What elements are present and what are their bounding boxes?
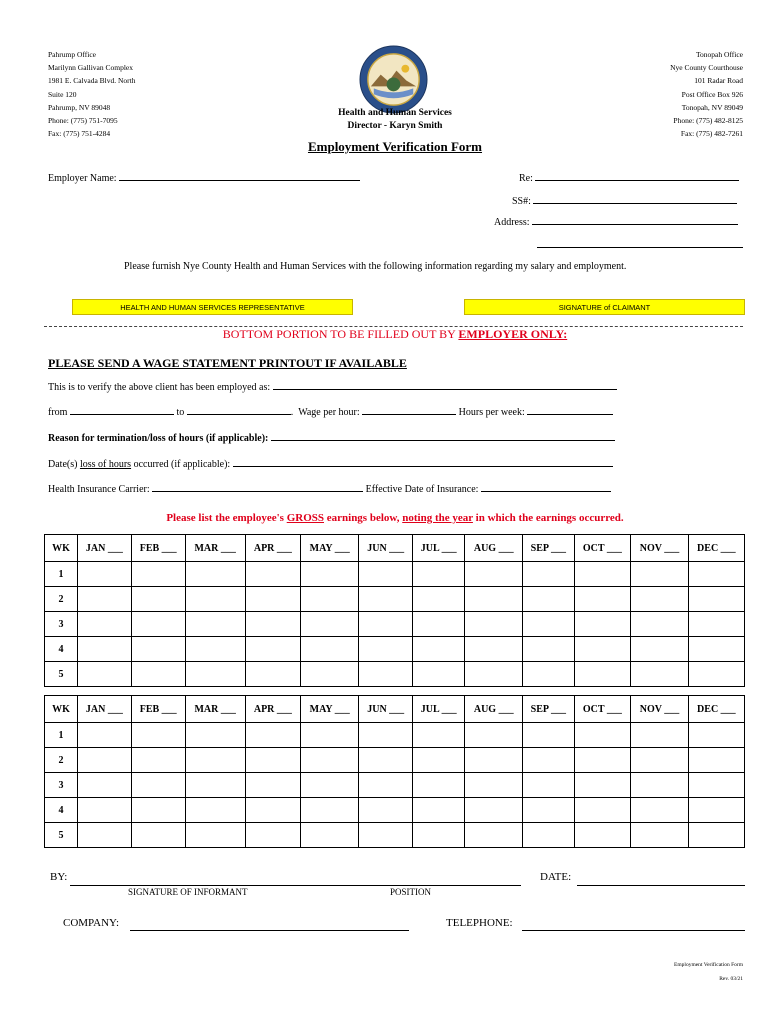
earnings-cell[interactable]	[359, 637, 413, 662]
earnings-cell[interactable]	[574, 587, 631, 612]
earnings-cell[interactable]	[631, 587, 688, 612]
table-row	[45, 587, 745, 612]
re-label: Re:	[519, 173, 533, 184]
loss-of-hours-field[interactable]	[48, 457, 613, 470]
earnings-cell[interactable]	[688, 587, 744, 612]
address-line: 1981 E. Calvada Blvd. North	[48, 76, 136, 86]
month-header: OCT ___	[574, 535, 631, 562]
month-header: AUG ___	[465, 535, 523, 562]
month-header: AUG ___	[465, 696, 523, 723]
earnings-cell[interactable]	[574, 562, 631, 587]
table-row	[45, 798, 745, 823]
employed-as-blank[interactable]	[273, 380, 617, 390]
earnings-cell[interactable]	[688, 748, 744, 773]
earnings-cell[interactable]	[465, 612, 523, 637]
earnings-cell[interactable]	[78, 798, 132, 823]
earnings-cell[interactable]	[185, 823, 245, 848]
to-date-blank[interactable]	[187, 405, 291, 415]
employer-name-blank[interactable]	[119, 171, 360, 181]
telephone-label: TELEPHONE:	[446, 917, 513, 929]
address-line: Pahrump Office	[48, 50, 96, 59]
hours-blank[interactable]	[527, 405, 613, 415]
address-line: Nye County Courthouse	[670, 63, 743, 73]
earnings-cell[interactable]	[78, 637, 132, 662]
earnings-cell[interactable]	[131, 662, 185, 687]
month-header: SEP ___	[523, 696, 574, 723]
table-row	[45, 637, 745, 662]
address-label: Address:	[494, 217, 530, 228]
earnings-cell[interactable]	[413, 612, 465, 637]
hours-label: Hours per week:	[458, 407, 525, 418]
month-header: JAN ___	[78, 535, 132, 562]
termination-field[interactable]	[48, 431, 615, 444]
month-header: JUN ___	[359, 535, 413, 562]
address-line-2[interactable]	[537, 238, 743, 251]
gross-note-year: noting the year	[402, 512, 473, 524]
earnings-cell[interactable]	[688, 662, 744, 687]
earnings-cell[interactable]	[78, 823, 132, 848]
week-number: 5	[45, 662, 78, 687]
earnings-cell[interactable]	[245, 612, 300, 637]
earnings-table-body-2	[45, 696, 745, 848]
earnings-cell[interactable]	[688, 562, 744, 587]
earnings-cell[interactable]	[688, 798, 744, 823]
gross-earnings-instruction	[0, 512, 770, 524]
hhs-representative-box[interactable]: HEALTH AND HUMAN SERVICES REPRESENTATIVE	[72, 299, 353, 315]
earnings-cell[interactable]	[523, 587, 574, 612]
week-number: 5	[45, 823, 78, 848]
earnings-cell[interactable]	[131, 723, 185, 748]
earnings-cell[interactable]	[523, 637, 574, 662]
table-row	[45, 823, 745, 848]
earnings-cell[interactable]	[631, 773, 688, 798]
earnings-cell[interactable]	[574, 798, 631, 823]
insurance-carrier-blank[interactable]	[152, 482, 363, 492]
earnings-cell[interactable]	[413, 823, 465, 848]
month-header: FEB ___	[131, 696, 185, 723]
earnings-cell[interactable]	[245, 637, 300, 662]
earnings-table-body-1	[45, 535, 745, 687]
re-field[interactable]	[519, 171, 739, 184]
earnings-cell[interactable]	[688, 637, 744, 662]
earnings-cell[interactable]	[185, 662, 245, 687]
earnings-cell[interactable]	[413, 748, 465, 773]
month-header: OCT ___	[574, 696, 631, 723]
position-label: POSITION	[390, 887, 432, 897]
earnings-cell[interactable]	[78, 612, 132, 637]
employed-as-field[interactable]	[48, 380, 617, 393]
earnings-cell[interactable]	[631, 662, 688, 687]
month-header: MAY ___	[301, 535, 359, 562]
earnings-cell[interactable]	[131, 823, 185, 848]
department-name: Health and Human Services	[338, 108, 452, 118]
table-header-row	[45, 535, 745, 562]
earnings-cell[interactable]	[245, 723, 300, 748]
informant-signature-label: SIGNATURE OF INFORMANT	[128, 887, 248, 897]
earnings-cell[interactable]	[359, 562, 413, 587]
footer-revision: Rev. 03/21	[719, 976, 743, 982]
earnings-cell[interactable]	[465, 637, 523, 662]
month-header: MAR ___	[185, 535, 245, 562]
earnings-cell[interactable]	[631, 562, 688, 587]
earnings-cell[interactable]	[301, 587, 359, 612]
earnings-cell[interactable]	[301, 748, 359, 773]
earnings-cell[interactable]	[245, 662, 300, 687]
termination-blank[interactable]	[271, 431, 615, 441]
earnings-cell[interactable]	[574, 823, 631, 848]
dates-prefix: Date(s)	[48, 459, 80, 470]
table-row	[45, 662, 745, 687]
earnings-cell[interactable]	[131, 637, 185, 662]
insurance-date-label: Effective Date of Insurance:	[365, 484, 479, 495]
earnings-cell[interactable]	[301, 562, 359, 587]
earnings-cell[interactable]	[574, 748, 631, 773]
termination-label: Reason for termination/loss of hours (if applicable):	[48, 433, 269, 444]
earnings-cell[interactable]	[301, 823, 359, 848]
earnings-cell[interactable]	[574, 773, 631, 798]
month-header: NOV ___	[631, 535, 688, 562]
earnings-cell[interactable]	[359, 773, 413, 798]
earnings-cell[interactable]	[574, 637, 631, 662]
employment-period-row: from to . Wage per hour: Hours per week:	[48, 405, 613, 418]
earnings-cell[interactable]	[301, 637, 359, 662]
pahrump-office-address	[48, 48, 136, 140]
earnings-cell[interactable]	[245, 587, 300, 612]
address-line: Phone: (775) 751-7095	[48, 116, 118, 126]
gross-note-part: Please list the employee's	[166, 512, 287, 524]
earnings-cell[interactable]	[185, 748, 245, 773]
director-name: Director - Karyn Smith	[347, 121, 443, 131]
month-header: FEB ___	[131, 535, 185, 562]
earnings-cell[interactable]	[245, 748, 300, 773]
verify-label: This is to verify the above client has been employed as:	[48, 382, 271, 393]
earnings-cell[interactable]	[631, 748, 688, 773]
wage-statement-title: PLEASE SEND A WAGE STATEMENT PRINTOUT IF AVAILABLE	[48, 356, 407, 370]
re-blank[interactable]	[535, 171, 739, 181]
earnings-cell[interactable]	[523, 612, 574, 637]
date-label: DATE:	[540, 871, 572, 883]
earnings-cell[interactable]	[465, 798, 523, 823]
earnings-cell[interactable]	[465, 748, 523, 773]
earnings-cell[interactable]	[523, 773, 574, 798]
signature-line[interactable]	[70, 885, 521, 886]
employer-name-field[interactable]	[48, 171, 360, 184]
earnings-cell[interactable]	[359, 823, 413, 848]
earnings-cell[interactable]	[523, 723, 574, 748]
month-header: JUL ___	[413, 696, 465, 723]
earnings-cell[interactable]	[413, 798, 465, 823]
earnings-cell[interactable]	[465, 823, 523, 848]
earnings-cell[interactable]	[78, 587, 132, 612]
ssn-field[interactable]	[512, 194, 737, 207]
earnings-cell[interactable]	[185, 723, 245, 748]
week-column-header: WK	[45, 535, 78, 562]
earnings-cell[interactable]	[465, 562, 523, 587]
employer-only-bold: EMPLOYER ONLY:	[458, 327, 568, 341]
earnings-cell[interactable]	[301, 773, 359, 798]
table-row	[45, 723, 745, 748]
form-footer	[674, 958, 743, 986]
earnings-cell[interactable]	[631, 798, 688, 823]
from-date-blank[interactable]	[70, 405, 174, 415]
employer-name-label: Employer Name:	[48, 173, 117, 184]
earnings-cell[interactable]	[413, 587, 465, 612]
employer-only-notice	[0, 327, 770, 342]
earnings-cell[interactable]	[245, 823, 300, 848]
earnings-cell[interactable]	[523, 562, 574, 587]
week-number: 3	[45, 773, 78, 798]
earnings-cell[interactable]	[131, 562, 185, 587]
month-header: MAY ___	[301, 696, 359, 723]
earnings-cell[interactable]	[574, 662, 631, 687]
wage-label: Wage per hour:	[298, 407, 360, 418]
month-header: DEC ___	[688, 535, 744, 562]
month-header: APR ___	[245, 535, 300, 562]
from-label: from	[48, 407, 68, 418]
week-number: 1	[45, 723, 78, 748]
company-label: COMPANY:	[63, 917, 120, 929]
earnings-cell[interactable]	[131, 612, 185, 637]
earnings-cell[interactable]	[78, 662, 132, 687]
month-header: JAN ___	[78, 696, 132, 723]
earnings-cell[interactable]	[78, 748, 132, 773]
earnings-cell[interactable]	[131, 773, 185, 798]
address-line: Fax: (775) 751-4284	[48, 129, 111, 139]
earnings-cell[interactable]	[413, 637, 465, 662]
insurance-label: Health Insurance Carrier:	[48, 484, 150, 495]
earnings-cell[interactable]	[631, 723, 688, 748]
month-header: JUL ___	[413, 535, 465, 562]
earnings-cell[interactable]	[688, 723, 744, 748]
address-line: Fax: (775) 482-7261	[680, 129, 743, 139]
table-header-row	[45, 696, 745, 723]
week-number: 2	[45, 748, 78, 773]
address-blank[interactable]	[532, 215, 738, 225]
earnings-cell[interactable]	[413, 723, 465, 748]
insurance-date-blank[interactable]	[481, 482, 611, 492]
earnings-cell[interactable]	[131, 587, 185, 612]
earnings-cell[interactable]	[465, 662, 523, 687]
earnings-cell[interactable]	[131, 798, 185, 823]
earnings-cell[interactable]	[465, 723, 523, 748]
week-number: 4	[45, 798, 78, 823]
week-number: 2	[45, 587, 78, 612]
earnings-cell[interactable]	[78, 723, 132, 748]
earnings-cell[interactable]	[78, 773, 132, 798]
earnings-cell[interactable]	[245, 798, 300, 823]
earnings-cell[interactable]	[523, 748, 574, 773]
ssn-label: SS#:	[512, 196, 531, 207]
address-blank-2[interactable]	[537, 238, 743, 248]
employer-only-prefix: BOTTOM PORTION TO BE FILLED OUT BY	[222, 327, 459, 341]
month-header: JUN ___	[359, 696, 413, 723]
month-header: NOV ___	[631, 696, 688, 723]
gross-note-gross: GROSS	[286, 512, 324, 524]
tonopah-office-address	[670, 48, 743, 140]
request-text: Please furnish Nye County Health and Human Services with the following information regarding my salary and employment.	[124, 261, 627, 272]
by-label: BY:	[50, 871, 68, 883]
earnings-cell[interactable]	[359, 612, 413, 637]
earnings-cell[interactable]	[631, 637, 688, 662]
earnings-cell[interactable]	[523, 823, 574, 848]
month-header: SEP ___	[523, 535, 574, 562]
table-row	[45, 773, 745, 798]
earnings-cell[interactable]	[301, 723, 359, 748]
week-number: 4	[45, 637, 78, 662]
earnings-cell[interactable]	[359, 587, 413, 612]
earnings-cell[interactable]	[465, 773, 523, 798]
earnings-cell[interactable]	[359, 723, 413, 748]
earnings-cell[interactable]	[185, 798, 245, 823]
earnings-cell[interactable]	[245, 562, 300, 587]
address-line: Pahrump, NV 89048	[48, 102, 111, 112]
earnings-cell[interactable]	[413, 662, 465, 687]
week-number: 3	[45, 612, 78, 637]
address-line: Post Office Box 926	[681, 89, 743, 99]
earnings-cell[interactable]	[185, 637, 245, 662]
gross-note-part: earnings below,	[324, 512, 403, 524]
address-line: Tonopah, NV 89049	[681, 102, 743, 112]
ssn-blank[interactable]	[533, 194, 737, 204]
footer-form-name: Employment Verification Form	[674, 962, 743, 968]
earnings-cell[interactable]	[631, 823, 688, 848]
insurance-row	[48, 482, 611, 495]
earnings-cell[interactable]	[359, 798, 413, 823]
dates-suffix: occurred (if applicable):	[131, 459, 231, 470]
earnings-table-1	[44, 534, 745, 687]
earnings-cell[interactable]	[131, 748, 185, 773]
table-row	[45, 562, 745, 587]
earnings-cell[interactable]	[185, 562, 245, 587]
earnings-cell[interactable]	[574, 612, 631, 637]
earnings-cell[interactable]	[301, 612, 359, 637]
earnings-cell[interactable]	[688, 823, 744, 848]
address-line: Phone: (775) 482-8125	[673, 116, 743, 126]
earnings-cell[interactable]	[523, 662, 574, 687]
month-header: DEC ___	[688, 696, 744, 723]
week-column-header: WK	[45, 696, 78, 723]
address-line: Marilynn Gallivan Complex	[48, 63, 133, 73]
to-label: to	[176, 407, 185, 418]
earnings-cell[interactable]	[523, 798, 574, 823]
earnings-cell[interactable]	[688, 773, 744, 798]
earnings-cell[interactable]	[301, 662, 359, 687]
claimant-signature-box[interactable]: SIGNATURE of CLAIMANT	[464, 299, 745, 315]
address-field[interactable]	[494, 215, 738, 228]
earnings-cell[interactable]	[413, 562, 465, 587]
earnings-cell[interactable]	[185, 612, 245, 637]
address-line: Tonopah Office	[695, 50, 743, 59]
dates-underlined: loss of hours	[79, 459, 132, 470]
department-heading	[285, 107, 505, 133]
table-row	[45, 748, 745, 773]
table-row	[45, 612, 745, 637]
earnings-cell[interactable]	[574, 723, 631, 748]
earnings-table-2	[44, 695, 745, 848]
earnings-cell[interactable]	[413, 773, 465, 798]
form-title: Employment Verification Form	[307, 139, 483, 154]
earnings-cell[interactable]	[245, 773, 300, 798]
earnings-cell[interactable]	[465, 587, 523, 612]
month-header: APR ___	[245, 696, 300, 723]
wage-blank[interactable]	[362, 405, 456, 415]
gross-note-part: in which the earnings occurred.	[472, 512, 624, 524]
county-seal-icon	[359, 45, 428, 114]
loss-of-hours-blank[interactable]	[233, 457, 613, 467]
date-line[interactable]	[577, 885, 745, 886]
earnings-cell[interactable]	[185, 773, 245, 798]
earnings-cell[interactable]	[631, 612, 688, 637]
week-number: 1	[45, 562, 78, 587]
earnings-cell[interactable]	[688, 612, 744, 637]
earnings-cell[interactable]	[301, 798, 359, 823]
company-line[interactable]	[130, 930, 409, 931]
earnings-cell[interactable]	[78, 562, 132, 587]
earnings-cell[interactable]	[359, 748, 413, 773]
address-line: 101 Radar Road	[694, 76, 743, 86]
earnings-cell[interactable]	[359, 662, 413, 687]
month-header: MAR ___	[185, 696, 245, 723]
address-line: Suite 120	[48, 89, 77, 99]
earnings-cell[interactable]	[185, 587, 245, 612]
telephone-line[interactable]	[522, 930, 745, 931]
